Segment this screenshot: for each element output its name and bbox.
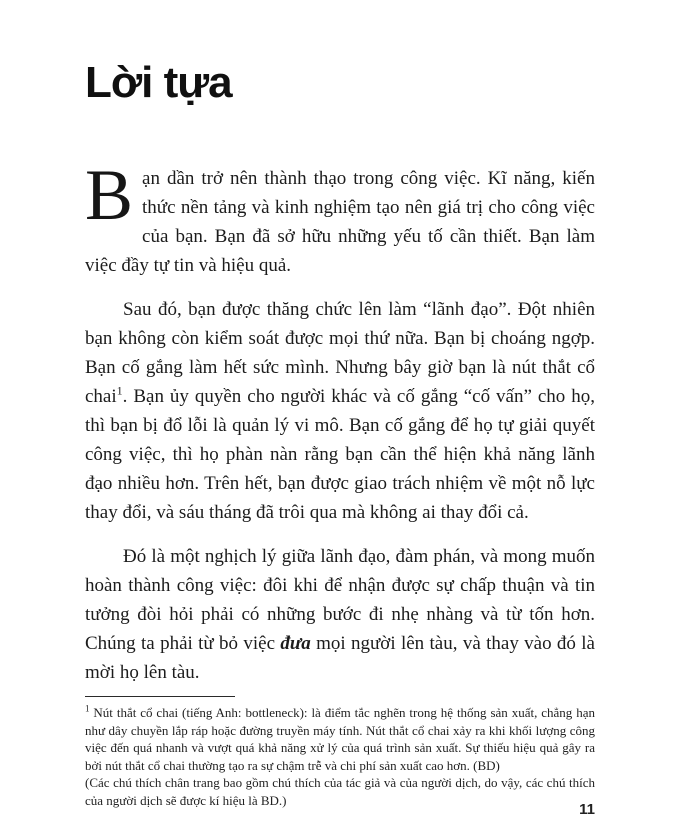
footnote-definition-text: Nút thắt cổ chai (tiếng Anh: bottleneck): là điểm tắc nghẽn trong hệ thống sản xuất, chẳng hạn như dây chuyền lắp ráp hoặc đường truyền máy tính. Nút thắt cổ chai xảy ra khi khối lượng công việc đến quá nhanh và vượt quá khả năng xử lý của quá trình sản xuất. Sự thiếu hiệu quả gây ra bởi nút thắt cổ chai thường tạo ra sự chậm trễ và chi phí sản xuất cao hơn. (BD) bbox=[85, 705, 595, 773]
page-number: 11 bbox=[579, 801, 595, 818]
paragraph-3-text-before: Đó là một nghịch lý giữa lãnh đạo, đàm phán, và mong muốn hoàn thành công việc: đôi khi để nhận được sự chấp thuận và tin tưởng đòi hỏi phải có những bước đi nhẹ nhàng và từ tốn hơn. Chúng ta phải từ bỏ việc bbox=[85, 546, 595, 654]
footnote-translator-note bbox=[85, 774, 595, 809]
footnote-divider bbox=[85, 696, 235, 697]
body-text bbox=[85, 155, 595, 687]
paragraph-1 bbox=[85, 155, 595, 280]
emphasized-word: đưa bbox=[280, 633, 311, 654]
paragraph-3 bbox=[85, 542, 595, 687]
paragraph-2 bbox=[85, 295, 595, 527]
page-title: Lời tựa bbox=[85, 58, 232, 107]
paragraph-2-text-after: . Bạn ủy quyền cho người khác và cố gắng “cố vấn” cho họ, thì bạn bị đổ lỗi là quản lý vi mô. Bạn cố gắng để họ tự giải quyết công việc, thì họ phàn nàn rằng bạn cần thể hiện khả năng lãnh đạo nhiều hơn. Trên hết, bạn được giao trách nhiệm về một nỗ lực thay đổi, và sáu tháng đã trôi qua mà không ai thay đổi cả. bbox=[85, 386, 595, 523]
paragraph-2-text-before: Sau đó, bạn được thăng chức lên làm “lãnh đạo”. Đột nhiên bạn không còn kiểm soát được mọi thứ nữa. Bạn bị choáng ngợp. Bạn cố gắng làm hết sức mình. Nhưng bây giờ bạn là nút thắt cổ chai bbox=[85, 299, 595, 407]
footnote-reference: 1 bbox=[116, 383, 123, 398]
paragraph-1-text: ạn dần trở nên thành thạo trong công việc. Kĩ năng, kiến thức nền tảng và kinh nghiệm tạo nên giá trị cho công việc của bạn. Bạn đã sở hữu những yếu tố cần thiết. Bạn làm việc đầy tự tin và hiệu quả. bbox=[85, 168, 595, 276]
drop-cap: B bbox=[85, 155, 134, 235]
footnote-translator-note-text: (Các chú thích chân trang bao gồm chú thích của tác giả và của người dịch, do vậy, các chú thích của người dịch sẽ được kí hiệu là BD.) bbox=[85, 775, 595, 808]
footnote-definition bbox=[85, 704, 595, 774]
footnote-number: 1 bbox=[85, 703, 90, 714]
footnote-area bbox=[85, 696, 595, 809]
paragraph-3-text-after: mọi người lên tàu, và thay vào đó là mời họ lên tàu. bbox=[85, 633, 595, 683]
